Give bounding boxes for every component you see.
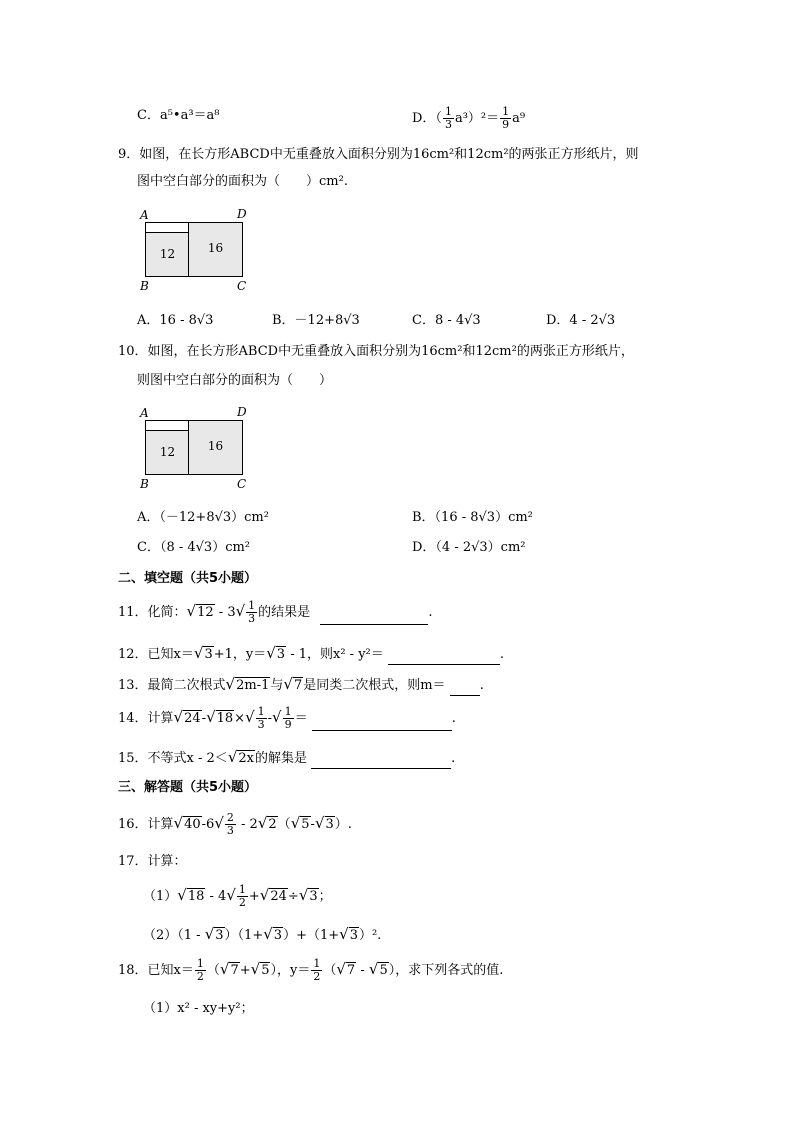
q9-option-c: C．8 - 4√3 (412, 313, 481, 328)
q15-answer-blank[interactable] (311, 754, 451, 769)
q9-option-d: D．4 - 2√3 (546, 313, 616, 328)
q10-option-a: A．（－12+8√3）cm² (137, 510, 269, 525)
q10-label-d: D (237, 405, 247, 419)
q9-label-b: B (140, 279, 149, 293)
q18: 18．已知x＝ $\frac{1}{2}$ （√7+√5），y＝ $\frac{1}{2}$ （√7 - √5），求下列各式的值. (118, 957, 504, 983)
q10-option-d: D．（4 - 2√3）cm² (412, 540, 526, 555)
q8-option-d (412, 106, 525, 131)
q17-part1: （1）√18 - 4√ $\frac{1}{2}$ +√24÷√3； (143, 883, 332, 909)
q9-option-a: A．16 - 8√3 (137, 313, 214, 328)
q13-answer-blank[interactable] (450, 681, 480, 696)
q8-frac1: $\frac{1}{3}$ (444, 105, 452, 131)
q11-answer-blank[interactable] (320, 610, 428, 625)
q9-square-large: 16 (188, 222, 243, 277)
q10-label-a: A (140, 406, 149, 420)
q10-figure (138, 404, 258, 494)
q18-part1: （1）x² - xy+y²； (143, 1001, 254, 1016)
q14: 14．计算√24-√18×√ $\frac{1}{3}$ -√ $\frac{1}{9}$ ＝ . (118, 705, 456, 731)
q9-figure (138, 206, 258, 296)
q10-label-b: B (140, 477, 149, 491)
q11: 11．化简：√12 - 3√ $\frac{1}{3}$ 的结果是 . (118, 599, 433, 625)
q17-part2: （2）（1 - √3）（1+√3）+（1+√3）². (143, 925, 382, 943)
q9-label-a: A (140, 208, 149, 222)
q10-option-c: C．（8 - 4√3）cm² (137, 540, 251, 555)
q13: 13．最简二次根式√2m-1与√7是同类二次根式，则m＝ . (118, 674, 484, 696)
q8-option-c: C．a⁵•a³＝a⁸ (137, 108, 220, 123)
q12: 12．已知x＝√3+1，y＝√3 - 1，则x² - y²＝ . (118, 643, 504, 665)
q9-square-small: 12 (145, 232, 190, 277)
q9-stem-line2: 图中空白部分的面积为（ ）cm². (137, 174, 348, 189)
q10-stem-line2: 则图中空白部分的面积为（ ） (137, 373, 333, 388)
q10-square-large: 16 (188, 420, 243, 475)
section-fill-in-heading: 二、填空题（共5小题） (118, 571, 258, 586)
q10-option-b: B．（16 - 8√3）cm² (412, 510, 533, 525)
q9-label-c: C (237, 279, 247, 293)
q8-frac2: $\frac{1}{9}$ (502, 105, 510, 131)
q8-d-pre: D．（ (412, 111, 442, 126)
q12-answer-blank[interactable] (388, 650, 500, 665)
q8-d-post: a⁹ (512, 111, 526, 126)
q16: 16．计算√40-6√ $\frac{2}{3}$ - 2√2（√5-√3）. (118, 811, 352, 837)
q15: 15．不等式x - 2＜√2x的解集是 . (118, 747, 455, 769)
q8-d-mid: a³）²＝ (454, 111, 500, 126)
q9-stem-line1: 9．如图，在长方形ABCD中无重叠放入面积分别为16cm²和12cm²的两张正方形纸片，则 (118, 147, 639, 162)
q17-title: 17．计算： (118, 854, 187, 869)
q10-square-small: 12 (145, 430, 190, 475)
q14-answer-blank[interactable] (312, 716, 452, 731)
q10-stem-line1: 10．如图，在长方形ABCD中无重叠放入面积分别为16cm²和12cm²的两张正方形纸片， (118, 344, 634, 359)
q9-label-d: D (237, 207, 247, 221)
section-solve-heading: 三、解答题（共5小题） (118, 780, 258, 795)
q9-option-b: B．－12+8√3 (272, 313, 360, 328)
q10-label-c: C (237, 477, 247, 491)
